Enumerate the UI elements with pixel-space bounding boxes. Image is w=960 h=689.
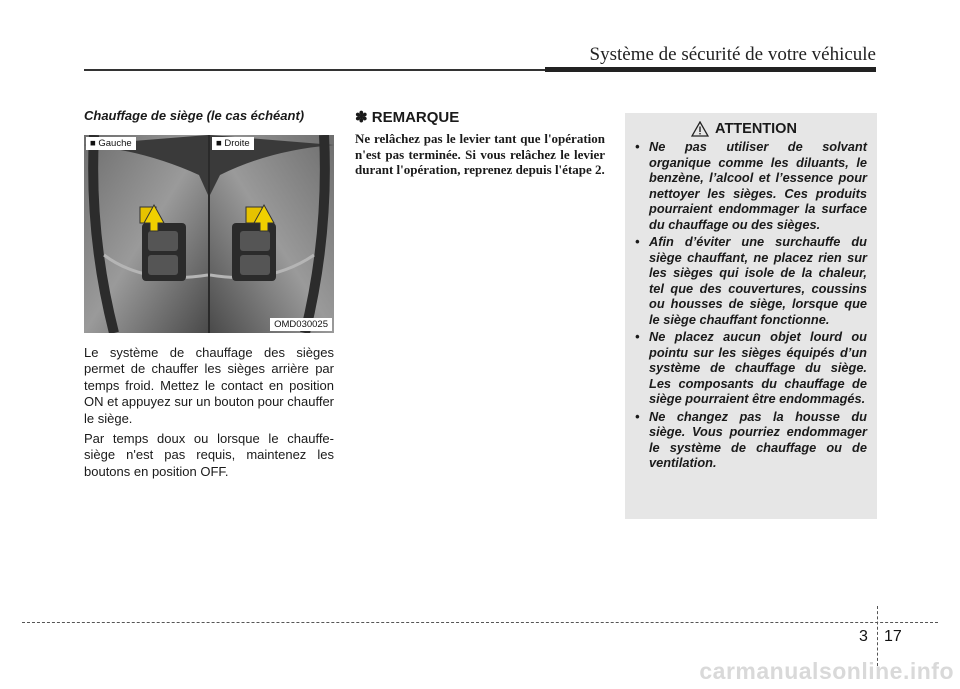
list-item: [635, 139, 867, 232]
bullet: •: [635, 329, 640, 344]
warning-header: [621, 121, 867, 137]
door-panel-left-illustration: [84, 135, 208, 333]
chapter-number: 3: [859, 628, 868, 645]
list-item: [635, 234, 867, 327]
warning-title: ATTENTION: [715, 121, 797, 137]
running-header: Système de sécurité de votre véhicule: [589, 44, 876, 65]
seat-heater-figure: [84, 135, 334, 333]
warning-item-text: Ne changez pas la housse du siège. Vous pourriez endommager le système de chauffage ou de ventilation.: [649, 408, 867, 470]
heated-seat-section: [84, 108, 334, 480]
bullet: •: [635, 234, 640, 249]
bullet: •: [635, 408, 640, 424]
paragraph: Le système de chauffage des sièges permet de chauffer les sièges arrière par temps froid. Mettez le contact en position ON et appuyez sur un bouton pour chauffer le siège.: [84, 345, 334, 426]
list-item: [635, 409, 867, 471]
warning-item-text: Ne placez aucun objet lourd ou pointu sur les sièges équipés d’un système de chauffage du siège. Les composants du chauffage de siège pourraient être endommagés.: [649, 329, 867, 406]
watermark: carmanualsonline.info: [699, 658, 954, 684]
remark-title: ✽ REMARQUE: [355, 109, 460, 126]
section-title: Chauffage de siège (le cas échéant): [84, 108, 305, 123]
figure-label-left: ■ Gauche: [86, 137, 136, 150]
header-rule-accent: [545, 67, 876, 72]
warning-item-text: Afin d’éviter une surchauffe du siège chauffant, ne placez rien sur les sièges qui isole de la chaleur, tel que des couvertures, coussins ou housses de siège, lorsque que le siège chauffant fonctionne.: [649, 234, 867, 327]
footer-divider: [877, 606, 878, 666]
remark-text: Ne relâchez pas le levier tant que l'opération n'est pas terminée. Si vous relâchez le levier durant l'opération, reprenez depuis l'étape 2.: [355, 131, 605, 177]
warning-list: [635, 139, 867, 471]
remark-section: [355, 108, 605, 178]
bullet: •: [635, 139, 640, 154]
door-panel-right-illustration: [210, 135, 334, 333]
list-item: [635, 329, 867, 407]
paragraph: Par temps doux ou lorsque le chauffe-siège n'est pas requis, maintenez les boutons en position OFF.: [84, 431, 334, 479]
warning-item-text: Ne pas utiliser de solvant organique comme les diluants, le benzène, l’alcool et l’essence pour nettoyer les sièges. Ces produits pourraient endommager la surface du chauffage ou des sièges.: [649, 139, 867, 232]
footer-rule: [22, 622, 938, 623]
warning-box: [625, 113, 877, 519]
figure-panel-right: [210, 135, 334, 333]
page-number: 17: [884, 628, 902, 645]
figure-panel-left: [84, 135, 208, 333]
warning-triangle-icon: [691, 121, 709, 137]
figure-code: OMD030025: [270, 318, 332, 331]
figure-label-right: ■ Droite: [212, 137, 254, 150]
